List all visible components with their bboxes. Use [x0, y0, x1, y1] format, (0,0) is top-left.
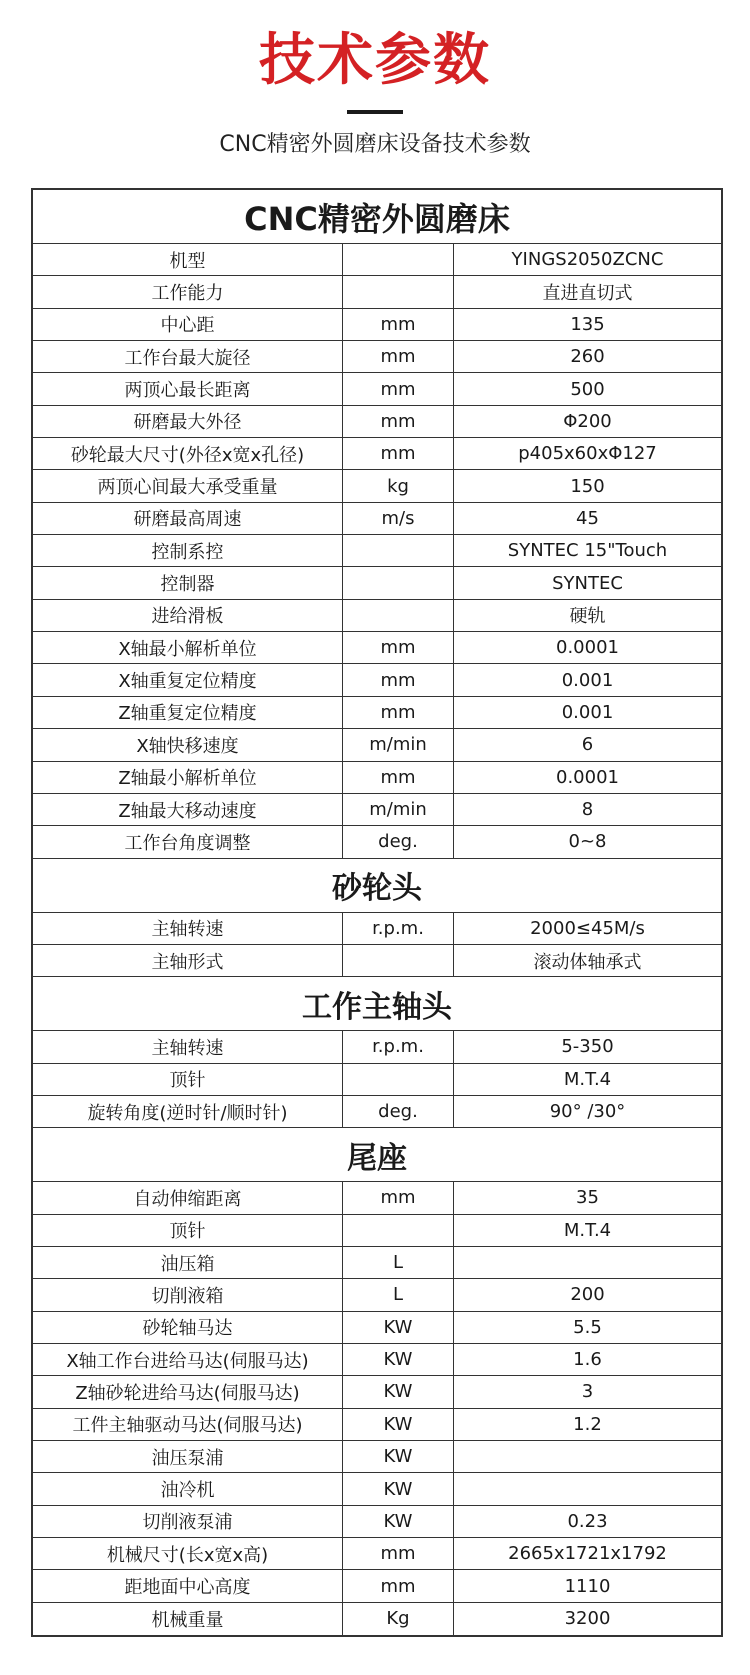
value-cell: 0.0001 — [556, 637, 619, 659]
table-row — [33, 1279, 721, 1311]
value-cell: SYNTEC — [552, 572, 623, 594]
param-name-cell: 主轴形式 — [33, 945, 343, 976]
param-name-cell: 工作能力 — [33, 276, 343, 307]
param-name-cell: 机械尺寸(长x宽x高) — [33, 1538, 343, 1569]
table-row — [33, 567, 721, 599]
param-name-cell: 油压泵浦 — [33, 1441, 343, 1472]
table-row — [33, 1312, 721, 1344]
table-row — [33, 1473, 721, 1505]
value-cell: 6 — [581, 734, 594, 756]
param-name-cell: 研磨最大外径 — [33, 406, 343, 437]
table-row — [33, 470, 721, 502]
value-cell: 2000≤45M/s — [530, 917, 645, 939]
section-header: 砂轮头 — [33, 859, 721, 913]
table-row — [33, 341, 721, 373]
param-name-cell: 工作台角度调整 — [33, 826, 343, 857]
value-cell: 2665x1721x1792 — [508, 1543, 667, 1565]
param-name-cell: 机械重量 — [33, 1603, 343, 1635]
value-cell: p405x60xΦ127 — [518, 443, 657, 465]
value-cell: 1.2 — [573, 1413, 602, 1435]
param-name-cell: X轴重复定位精度 — [33, 664, 343, 695]
unit-cell — [343, 1215, 454, 1246]
value-cell: 滚动体轴承式 — [533, 951, 642, 973]
unit-cell: L — [343, 1279, 454, 1310]
value-cell: 0.001 — [561, 701, 614, 723]
value-cell: 135 — [570, 313, 605, 335]
value-cell: 5.5 — [573, 1316, 602, 1338]
param-name-cell: 油冷机 — [33, 1473, 343, 1504]
unit-cell: mm — [343, 373, 454, 404]
param-name-cell: 切削液泵浦 — [33, 1506, 343, 1537]
table-row — [33, 276, 721, 308]
unit-cell — [343, 600, 454, 631]
unit-cell: mm — [343, 1570, 454, 1601]
unit-cell: mm — [343, 406, 454, 437]
table-row — [33, 406, 721, 438]
unit-cell: r.p.m. — [343, 913, 454, 944]
param-name-cell: 进给滑板 — [33, 600, 343, 631]
unit-cell — [343, 945, 454, 976]
table-row — [33, 794, 721, 826]
value-cell: 3 — [581, 1381, 594, 1403]
value-cell: 8 — [581, 799, 594, 821]
section-header: 尾座 — [33, 1128, 721, 1182]
table-row — [33, 1538, 721, 1570]
param-name-cell: 砂轮最大尺寸(外径x宽x孔径) — [33, 438, 343, 469]
table-row — [33, 503, 721, 535]
value-cell — [454, 1247, 721, 1278]
unit-cell: mm — [343, 341, 454, 372]
value-cell: Φ200 — [563, 410, 612, 432]
param-name-cell: 顶针 — [33, 1215, 343, 1246]
section-header: CNC精密外圆磨床 — [33, 190, 721, 244]
value-cell: 260 — [570, 346, 605, 368]
table-row — [33, 1096, 721, 1128]
param-name-cell: 旋转角度(逆时针/顺时针) — [33, 1096, 343, 1127]
unit-cell: KW — [343, 1376, 454, 1407]
param-name-cell: Z轴最大移动速度 — [33, 794, 343, 825]
unit-cell: mm — [343, 632, 454, 663]
table-row — [33, 1064, 721, 1096]
table-row — [33, 1344, 721, 1376]
table-row — [33, 945, 721, 977]
param-name-cell: 距地面中心高度 — [33, 1570, 343, 1601]
unit-cell: mm — [343, 1538, 454, 1569]
unit-cell: mm — [343, 697, 454, 728]
unit-cell: KW — [343, 1506, 454, 1537]
table-row — [33, 1409, 721, 1441]
unit-cell: L — [343, 1247, 454, 1278]
unit-cell — [343, 535, 454, 566]
unit-cell: m/min — [343, 729, 454, 760]
param-name-cell: 砂轮轴马达 — [33, 1312, 343, 1343]
table-row — [33, 1247, 721, 1279]
table-row — [33, 535, 721, 567]
unit-cell: mm — [343, 438, 454, 469]
value-cell: 1110 — [564, 1575, 611, 1597]
unit-cell: mm — [343, 664, 454, 695]
value-cell: SYNTEC 15"Touch — [507, 540, 668, 562]
table-row — [33, 244, 721, 276]
param-name-cell: 控制系控 — [33, 535, 343, 566]
value-cell: 45 — [576, 507, 599, 529]
table-row — [33, 600, 721, 632]
unit-cell: mm — [343, 762, 454, 793]
value-cell: M.T.4 — [563, 1219, 612, 1241]
value-cell — [454, 1473, 721, 1504]
page-subtitle: CNC精密外圆磨床设备技术参数 — [219, 132, 531, 157]
value-cell: 直进直切式 — [542, 283, 633, 305]
table-row — [33, 1376, 721, 1408]
value-cell: YINGS2050ZCNC — [511, 249, 664, 271]
param-name-cell: 机型 — [33, 244, 343, 275]
value-cell: 0.0001 — [556, 766, 619, 788]
param-name-cell: 主轴转速 — [33, 1031, 343, 1062]
table-row — [33, 1182, 721, 1214]
value-cell: 90° /30° — [549, 1101, 626, 1123]
param-name-cell: 两顶心间最大承受重量 — [33, 470, 343, 501]
value-cell: 3200 — [564, 1608, 611, 1630]
unit-cell: KW — [343, 1473, 454, 1504]
value-cell — [454, 1441, 721, 1472]
table-row — [33, 373, 721, 405]
unit-cell: deg. — [343, 1096, 454, 1127]
title-divider — [347, 110, 403, 114]
param-name-cell: 工件主轴驱动马达(伺服马达) — [33, 1409, 343, 1440]
unit-cell — [343, 244, 454, 275]
unit-cell — [343, 1064, 454, 1095]
param-name-cell: X轴最小解析单位 — [33, 632, 343, 663]
value-cell: 1.6 — [573, 1349, 602, 1371]
unit-cell: KW — [343, 1409, 454, 1440]
param-name-cell: 顶针 — [33, 1064, 343, 1095]
unit-cell: KW — [343, 1344, 454, 1375]
table-row — [33, 664, 721, 696]
page-title: 技术参数 — [259, 28, 491, 93]
unit-cell: m/s — [343, 503, 454, 534]
param-name-cell: Z轴砂轮进给马达(伺服马达) — [33, 1376, 343, 1407]
table-row — [33, 729, 721, 761]
unit-cell: r.p.m. — [343, 1031, 454, 1062]
unit-cell: deg. — [343, 826, 454, 857]
table-row — [33, 309, 721, 341]
unit-cell: Kg — [343, 1603, 454, 1635]
param-name-cell: 切削液箱 — [33, 1279, 343, 1310]
param-name-cell: 中心距 — [33, 309, 343, 340]
table-row — [33, 1215, 721, 1247]
spec-table — [31, 188, 723, 1637]
param-name-cell: 主轴转速 — [33, 913, 343, 944]
table-row — [33, 762, 721, 794]
param-name-cell: 研磨最高周速 — [33, 503, 343, 534]
param-name-cell: Z轴重复定位精度 — [33, 697, 343, 728]
param-name-cell: X轴快移速度 — [33, 729, 343, 760]
unit-cell: m/min — [343, 794, 454, 825]
table-row — [33, 1603, 721, 1635]
table-row — [33, 438, 721, 470]
unit-cell: mm — [343, 1182, 454, 1213]
param-name-cell: 两顶心最长距离 — [33, 373, 343, 404]
param-name-cell: Z轴最小解析单位 — [33, 762, 343, 793]
table-row — [33, 1506, 721, 1538]
table-row — [33, 826, 721, 858]
value-cell: 500 — [570, 378, 605, 400]
value-cell: 5-350 — [561, 1036, 614, 1058]
unit-cell — [343, 276, 454, 307]
value-cell: 硬轨 — [569, 606, 606, 628]
unit-cell: kg — [343, 470, 454, 501]
table-row — [33, 1441, 721, 1473]
param-name-cell: 控制器 — [33, 567, 343, 598]
table-row — [33, 632, 721, 664]
table-row — [33, 1031, 721, 1063]
value-cell: 0.23 — [567, 1510, 608, 1532]
param-name-cell: 自动伸缩距离 — [33, 1182, 343, 1213]
unit-cell: KW — [343, 1312, 454, 1343]
value-cell: 0~8 — [568, 831, 607, 853]
value-cell: 150 — [570, 475, 605, 497]
param-name-cell: 油压箱 — [33, 1247, 343, 1278]
table-row — [33, 1570, 721, 1602]
value-cell: 35 — [576, 1187, 599, 1209]
value-cell: 0.001 — [561, 669, 614, 691]
param-name-cell: X轴工作台进给马达(伺服马达) — [33, 1344, 343, 1375]
value-cell: M.T.4 — [563, 1068, 612, 1090]
unit-cell: KW — [343, 1441, 454, 1472]
unit-cell: mm — [343, 309, 454, 340]
unit-cell — [343, 567, 454, 598]
table-row — [33, 697, 721, 729]
value-cell: 200 — [570, 1284, 605, 1306]
param-name-cell: 工作台最大旋径 — [33, 341, 343, 372]
table-row — [33, 913, 721, 945]
section-header: 工作主轴头 — [33, 977, 721, 1031]
